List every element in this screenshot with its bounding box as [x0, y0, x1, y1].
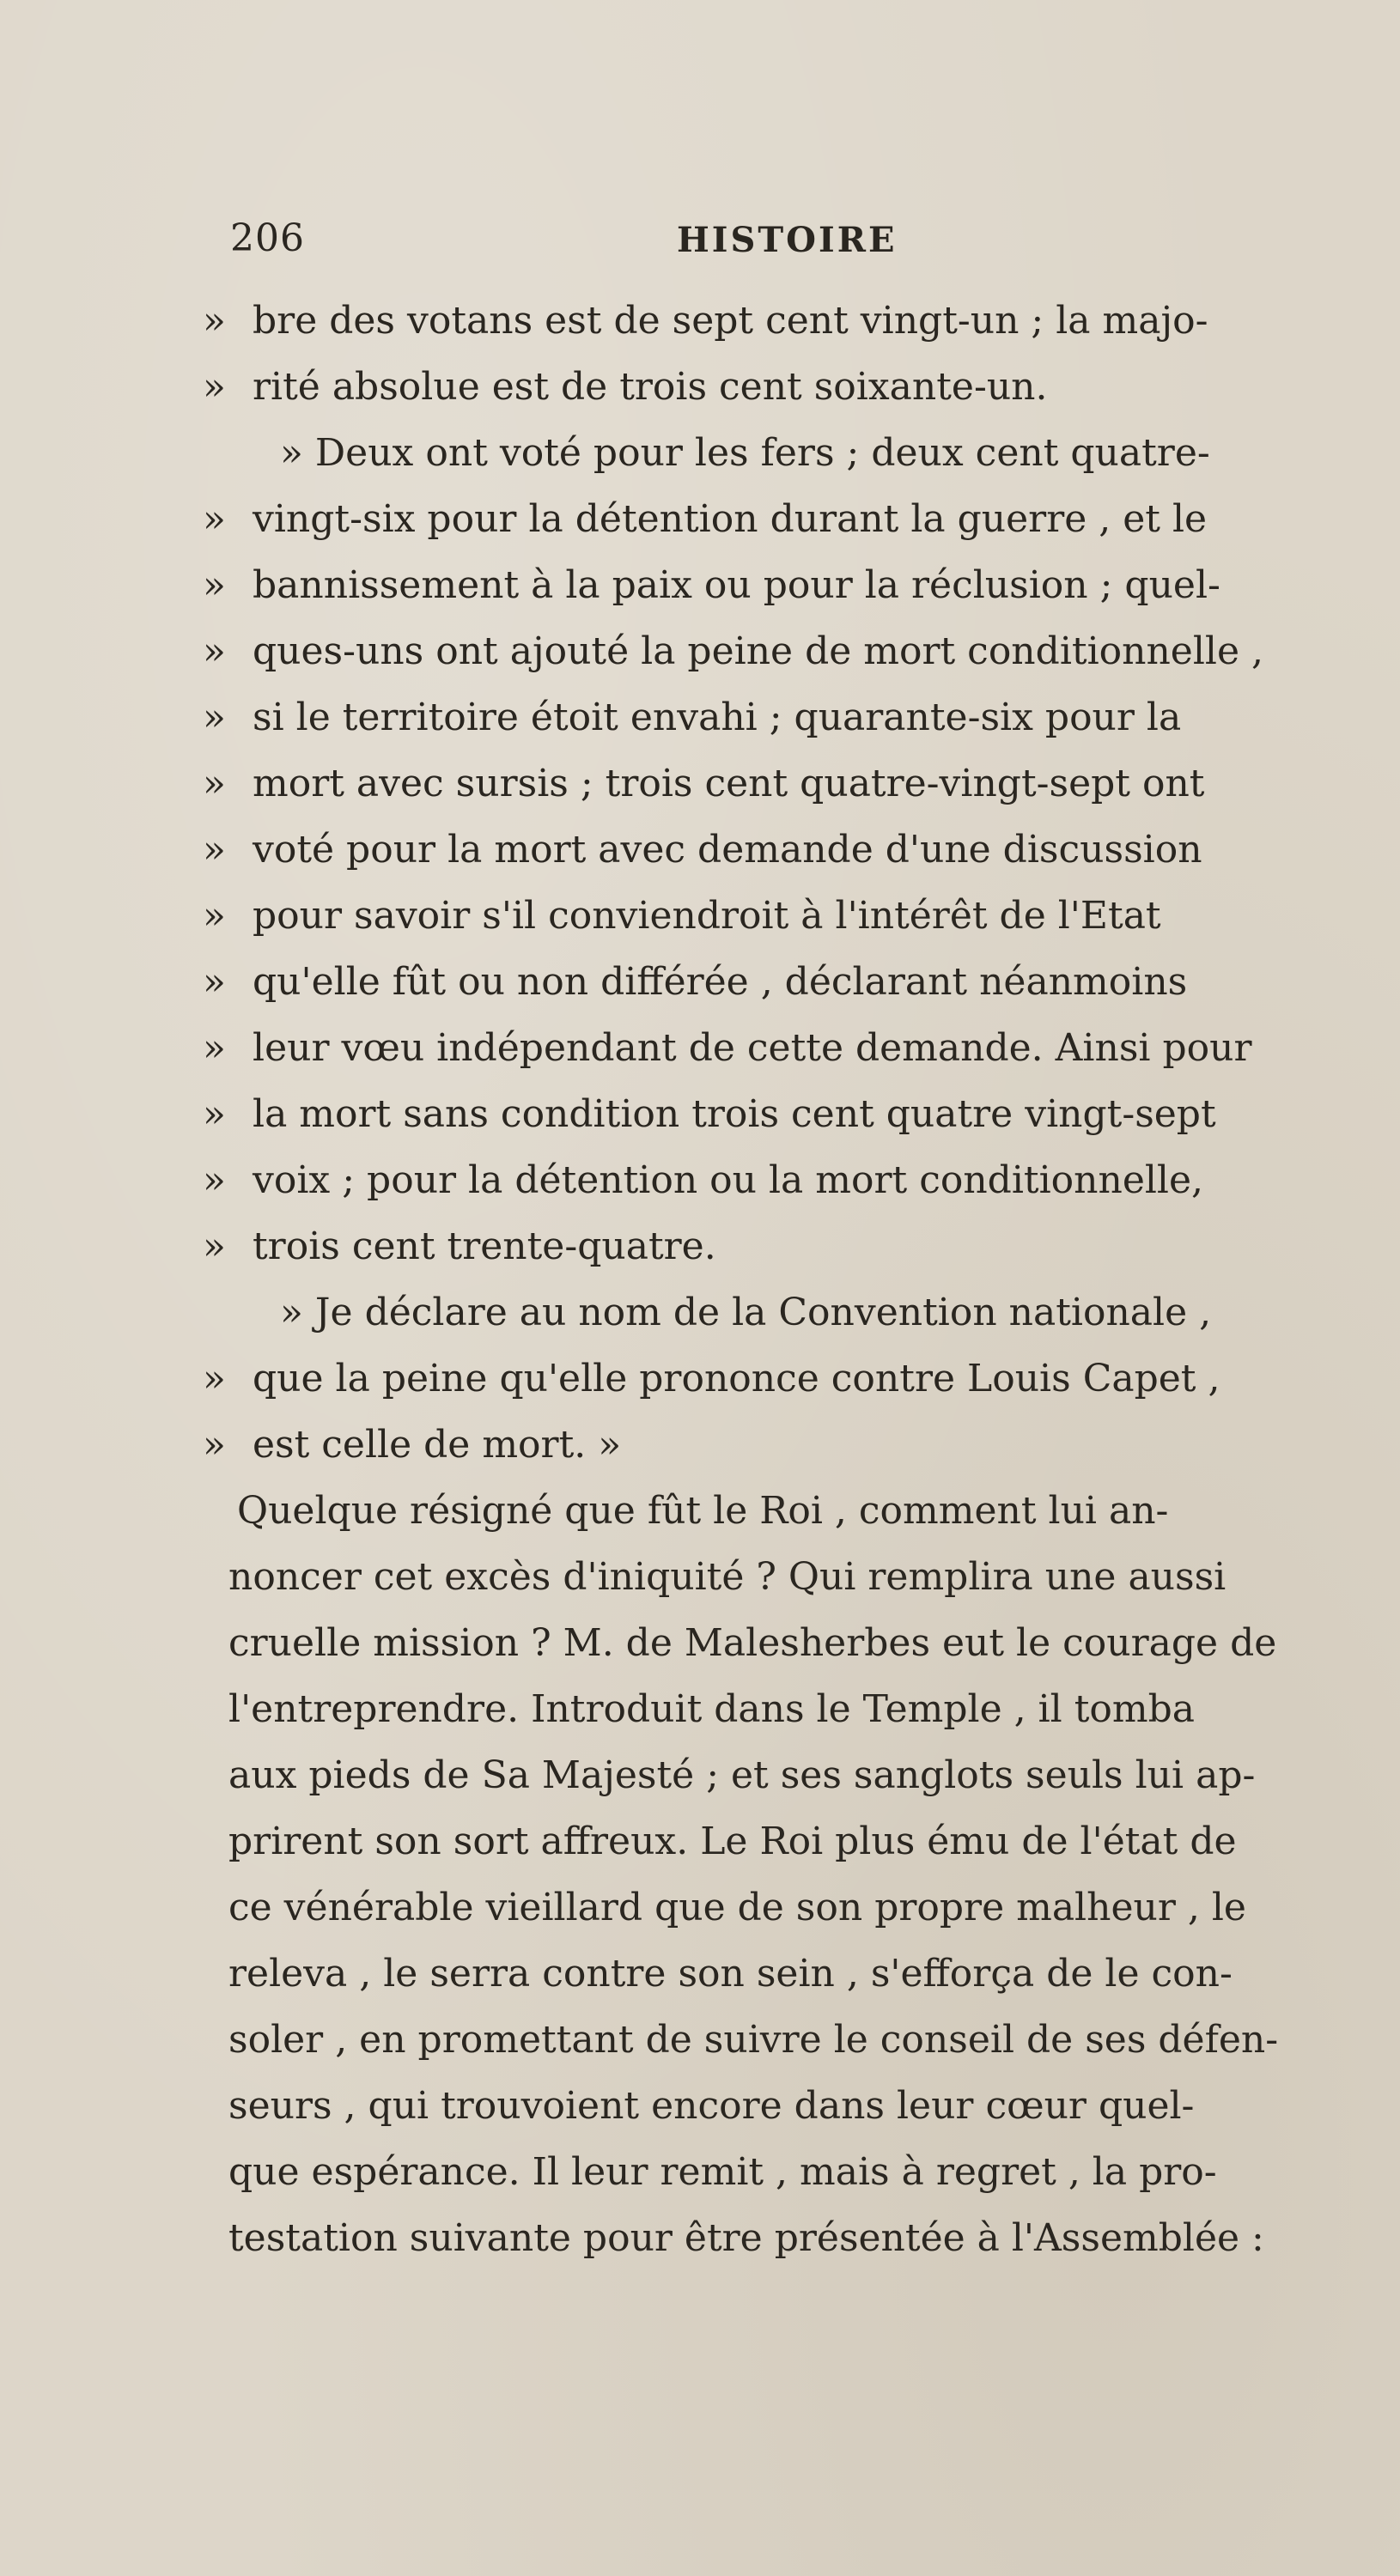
quote-mark: » [203, 1224, 226, 1268]
line-text: que la peine qu'elle prononce contre Louis Capet , [253, 1357, 1220, 1400]
quote-mark: » [203, 1423, 226, 1467]
line-text: est celle de mort. » [253, 1423, 622, 1467]
text-line [203, 2205, 1336, 2271]
text-line [203, 354, 1336, 420]
text-line [203, 1213, 1336, 1279]
text-line [203, 1676, 1336, 1742]
text-line [203, 1478, 1336, 1544]
line-text: noncer cet excès d'iniquité ? Qui remplira une aussi [228, 1555, 1227, 1599]
page-number: 206 [230, 216, 305, 260]
quote-mark: » [203, 960, 226, 1004]
quote-mark: » [203, 629, 226, 673]
quote-mark: » [203, 1026, 226, 1070]
text-line [203, 1081, 1336, 1147]
line-text: que espérance. Il leur remit , mais à regret , la pro- [228, 2150, 1217, 2194]
text-line [203, 684, 1336, 750]
body-text [203, 288, 1336, 2271]
text-line [203, 1941, 1336, 2007]
quote-mark: » [203, 1092, 226, 1136]
quote-mark: » [203, 762, 226, 805]
line-text: rité absolue est de trois cent soixante-un. [253, 365, 1048, 409]
text-line [203, 1808, 1336, 1874]
text-line [203, 2073, 1336, 2139]
quote-mark: » [203, 563, 226, 607]
line-text: voix ; pour la détention ou la mort conditionnelle, [253, 1158, 1204, 1202]
text-line [203, 1412, 1336, 1478]
text-line [203, 1147, 1336, 1213]
text-line [203, 420, 1336, 486]
line-text: releva , le serra contre son sein , s'efforça de le con- [228, 1952, 1233, 1996]
text-line [203, 618, 1336, 684]
text-line [203, 750, 1336, 817]
text-line [203, 1279, 1336, 1346]
text-line [203, 1346, 1336, 1412]
line-text: cruelle mission ? M. de Malesherbes eut le courage de [228, 1621, 1277, 1665]
text-line [203, 552, 1336, 618]
quote-mark: » [203, 894, 226, 938]
line-text: » Deux ont voté pour les fers ; deux cent quatre- [280, 431, 1210, 475]
line-text: » Je déclare au nom de la Convention nationale , [280, 1291, 1212, 1334]
quote-mark: » [203, 828, 226, 872]
line-text: prirent son sort affreux. Le Roi plus ému de l'état de [228, 1820, 1237, 1863]
line-text: bannissement à la paix ou pour la réclusion ; quel- [253, 563, 1220, 607]
line-text: si le territoire étoit envahi ; quarante-six pour la [253, 696, 1182, 739]
text-line [203, 2007, 1336, 2073]
line-text: bre des votans est de sept cent vingt-un ; la majo- [253, 299, 1208, 343]
text-line [203, 1015, 1336, 1081]
quote-mark: » [203, 299, 226, 343]
line-text: Quelque résigné que fût le Roi , comment lui an- [237, 1489, 1169, 1533]
line-text: ce vénérable vieillard que de son propre malheur , le [228, 1886, 1246, 1929]
text-line [203, 1742, 1336, 1808]
text-line [203, 1874, 1336, 1941]
quote-mark: » [203, 497, 226, 541]
line-text: la mort sans condition trois cent quatre vingt-sept [253, 1092, 1216, 1136]
quote-mark: » [203, 365, 226, 409]
quote-mark: » [203, 696, 226, 739]
running-head: HISTOIRE [677, 220, 898, 260]
text-line [203, 288, 1336, 354]
text-line [203, 1544, 1336, 1610]
line-text: vingt-six pour la détention durant la guerre , et le [253, 497, 1208, 541]
text-line [203, 949, 1336, 1015]
text-line [203, 817, 1336, 883]
line-text: l'entreprendre. Introduit dans le Temple , il tomba [228, 1687, 1196, 1731]
line-text: mort avec sursis ; trois cent quatre-vingt-sept ont [253, 762, 1205, 805]
quote-mark: » [203, 1357, 226, 1400]
line-text: seurs , qui trouvoient encore dans leur cœur quel- [228, 2084, 1195, 2128]
line-text: soler , en promettant de suivre le conseil de ses défen- [228, 2018, 1279, 2062]
quote-mark: » [203, 1158, 226, 1202]
text-line [203, 1610, 1336, 1676]
line-text: voté pour la mort avec demande d'une discussion [253, 828, 1202, 872]
line-text: leur vœu indépendant de cette demande. Ainsi pour [253, 1026, 1252, 1070]
text-line [203, 883, 1336, 949]
line-text: qu'elle fût ou non différée , déclarant néanmoins [253, 960, 1188, 1004]
text-line [203, 486, 1336, 552]
line-text: testation suivante pour être présentée à l'Assemblée : [228, 2216, 1264, 2260]
line-text: pour savoir s'il conviendroit à l'intérêt de l'Etat [253, 894, 1161, 938]
line-text: trois cent trente-quatre. [253, 1224, 716, 1268]
line-text: ques-uns ont ajouté la peine de mort conditionnelle , [253, 629, 1263, 673]
text-line [203, 2139, 1336, 2205]
line-text: aux pieds de Sa Majesté ; et ses sanglots seuls lui ap- [228, 1753, 1256, 1797]
page-header [230, 216, 1330, 268]
